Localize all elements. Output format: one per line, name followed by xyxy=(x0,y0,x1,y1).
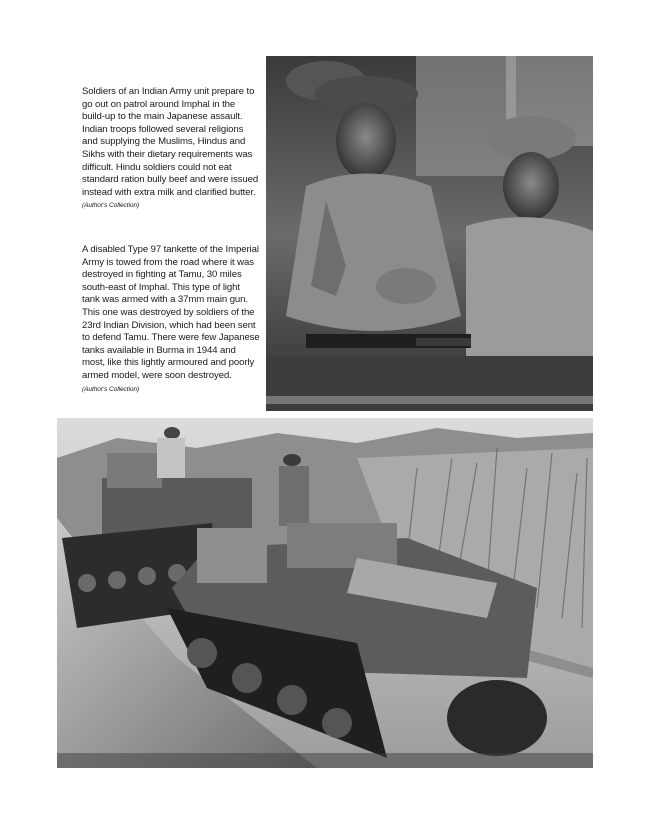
photo-indian-soldiers xyxy=(266,56,593,411)
caption-credit: (Author's Collection) xyxy=(82,385,140,393)
photo-type97-tankette xyxy=(57,418,593,768)
photo-soldiers-image xyxy=(266,56,593,411)
caption-tankette xyxy=(82,244,260,396)
caption-credit: (Author's Collection) xyxy=(82,202,140,210)
caption-text: Soldiers of an Indian Army unit prepare to go out on patrol around Imphal in the build-up to the main Japanese assault. Indian troops followed several religions and supplying the Muslims, Hindus and Sikhs with their dietary requirements was difficult. Hindu soldiers could not eat standard ration bully beef and were issued instead with extra milk and clarified butter. xyxy=(82,86,259,198)
photo-tankette-image xyxy=(57,418,593,768)
caption-text: A disabled Type 97 tankette of the Imperial Army is towed from the road where it was destroyed in fighting at Tamu, 30 miles south-east of Imphal. This type of light tank was armed with a 37mm main gun. This one was destroyed by soldiers of the 23rd Indian Division, which had been sent to defend Tamu. There were few Japanese tanks available in Burma in 1944 and most, like this lightly armoured and poorly armed model, were soon destroyed. xyxy=(82,244,260,381)
caption-soldiers xyxy=(82,86,260,213)
